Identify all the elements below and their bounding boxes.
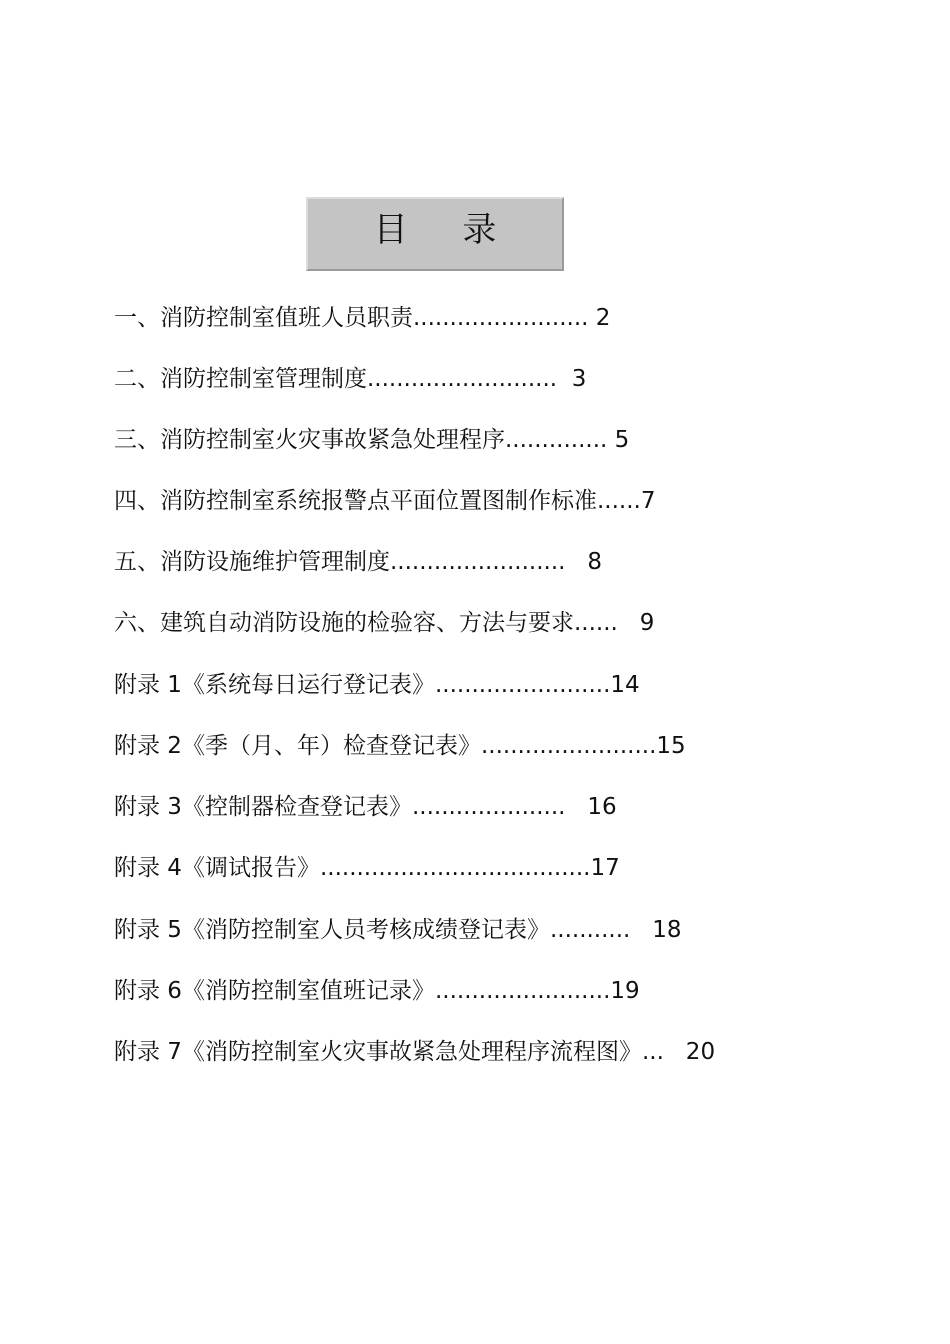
toc-entry[interactable]: 一、消防控制室值班人员职责........................ 2 [114,305,611,331]
toc-entry[interactable]: 附录 1《系统每日运行登记表》........................14 [114,672,640,698]
toc-entry[interactable]: 六、建筑自动消防设施的检验容、方法与要求...... 9 [114,610,655,636]
toc-entry[interactable]: 附录 3《控制器检查登记表》..................... 16 [114,794,617,820]
toc-entry[interactable]: 二、消防控制室管理制度.......................... 3 [114,366,587,392]
toc-entry[interactable]: 附录 6《消防控制室值班记录》........................19 [114,978,640,1004]
toc-entry[interactable]: 三、消防控制室火灾事故紧急处理程序.............. 5 [114,427,630,453]
toc-title-box [306,197,564,271]
toc-entry[interactable]: 附录 7《消防控制室火灾事故紧急处理程序流程图》... 20 [114,1039,716,1065]
toc-entry[interactable]: 附录 5《消防控制室人员考核成绩登记表》........... 18 [114,917,682,943]
toc-entry[interactable]: 四、消防控制室系统报警点平面位置图制作标准......7 [114,488,656,514]
toc-entry[interactable]: 五、消防设施维护管理制度........................ 8 [114,549,603,575]
toc-entry[interactable]: 附录 4《调试报告》.....................................17 [114,855,620,881]
toc-title: 目 录 [373,209,519,250]
toc-entry[interactable]: 附录 2《季（月、年）检查登记表》........................15 [114,733,686,759]
